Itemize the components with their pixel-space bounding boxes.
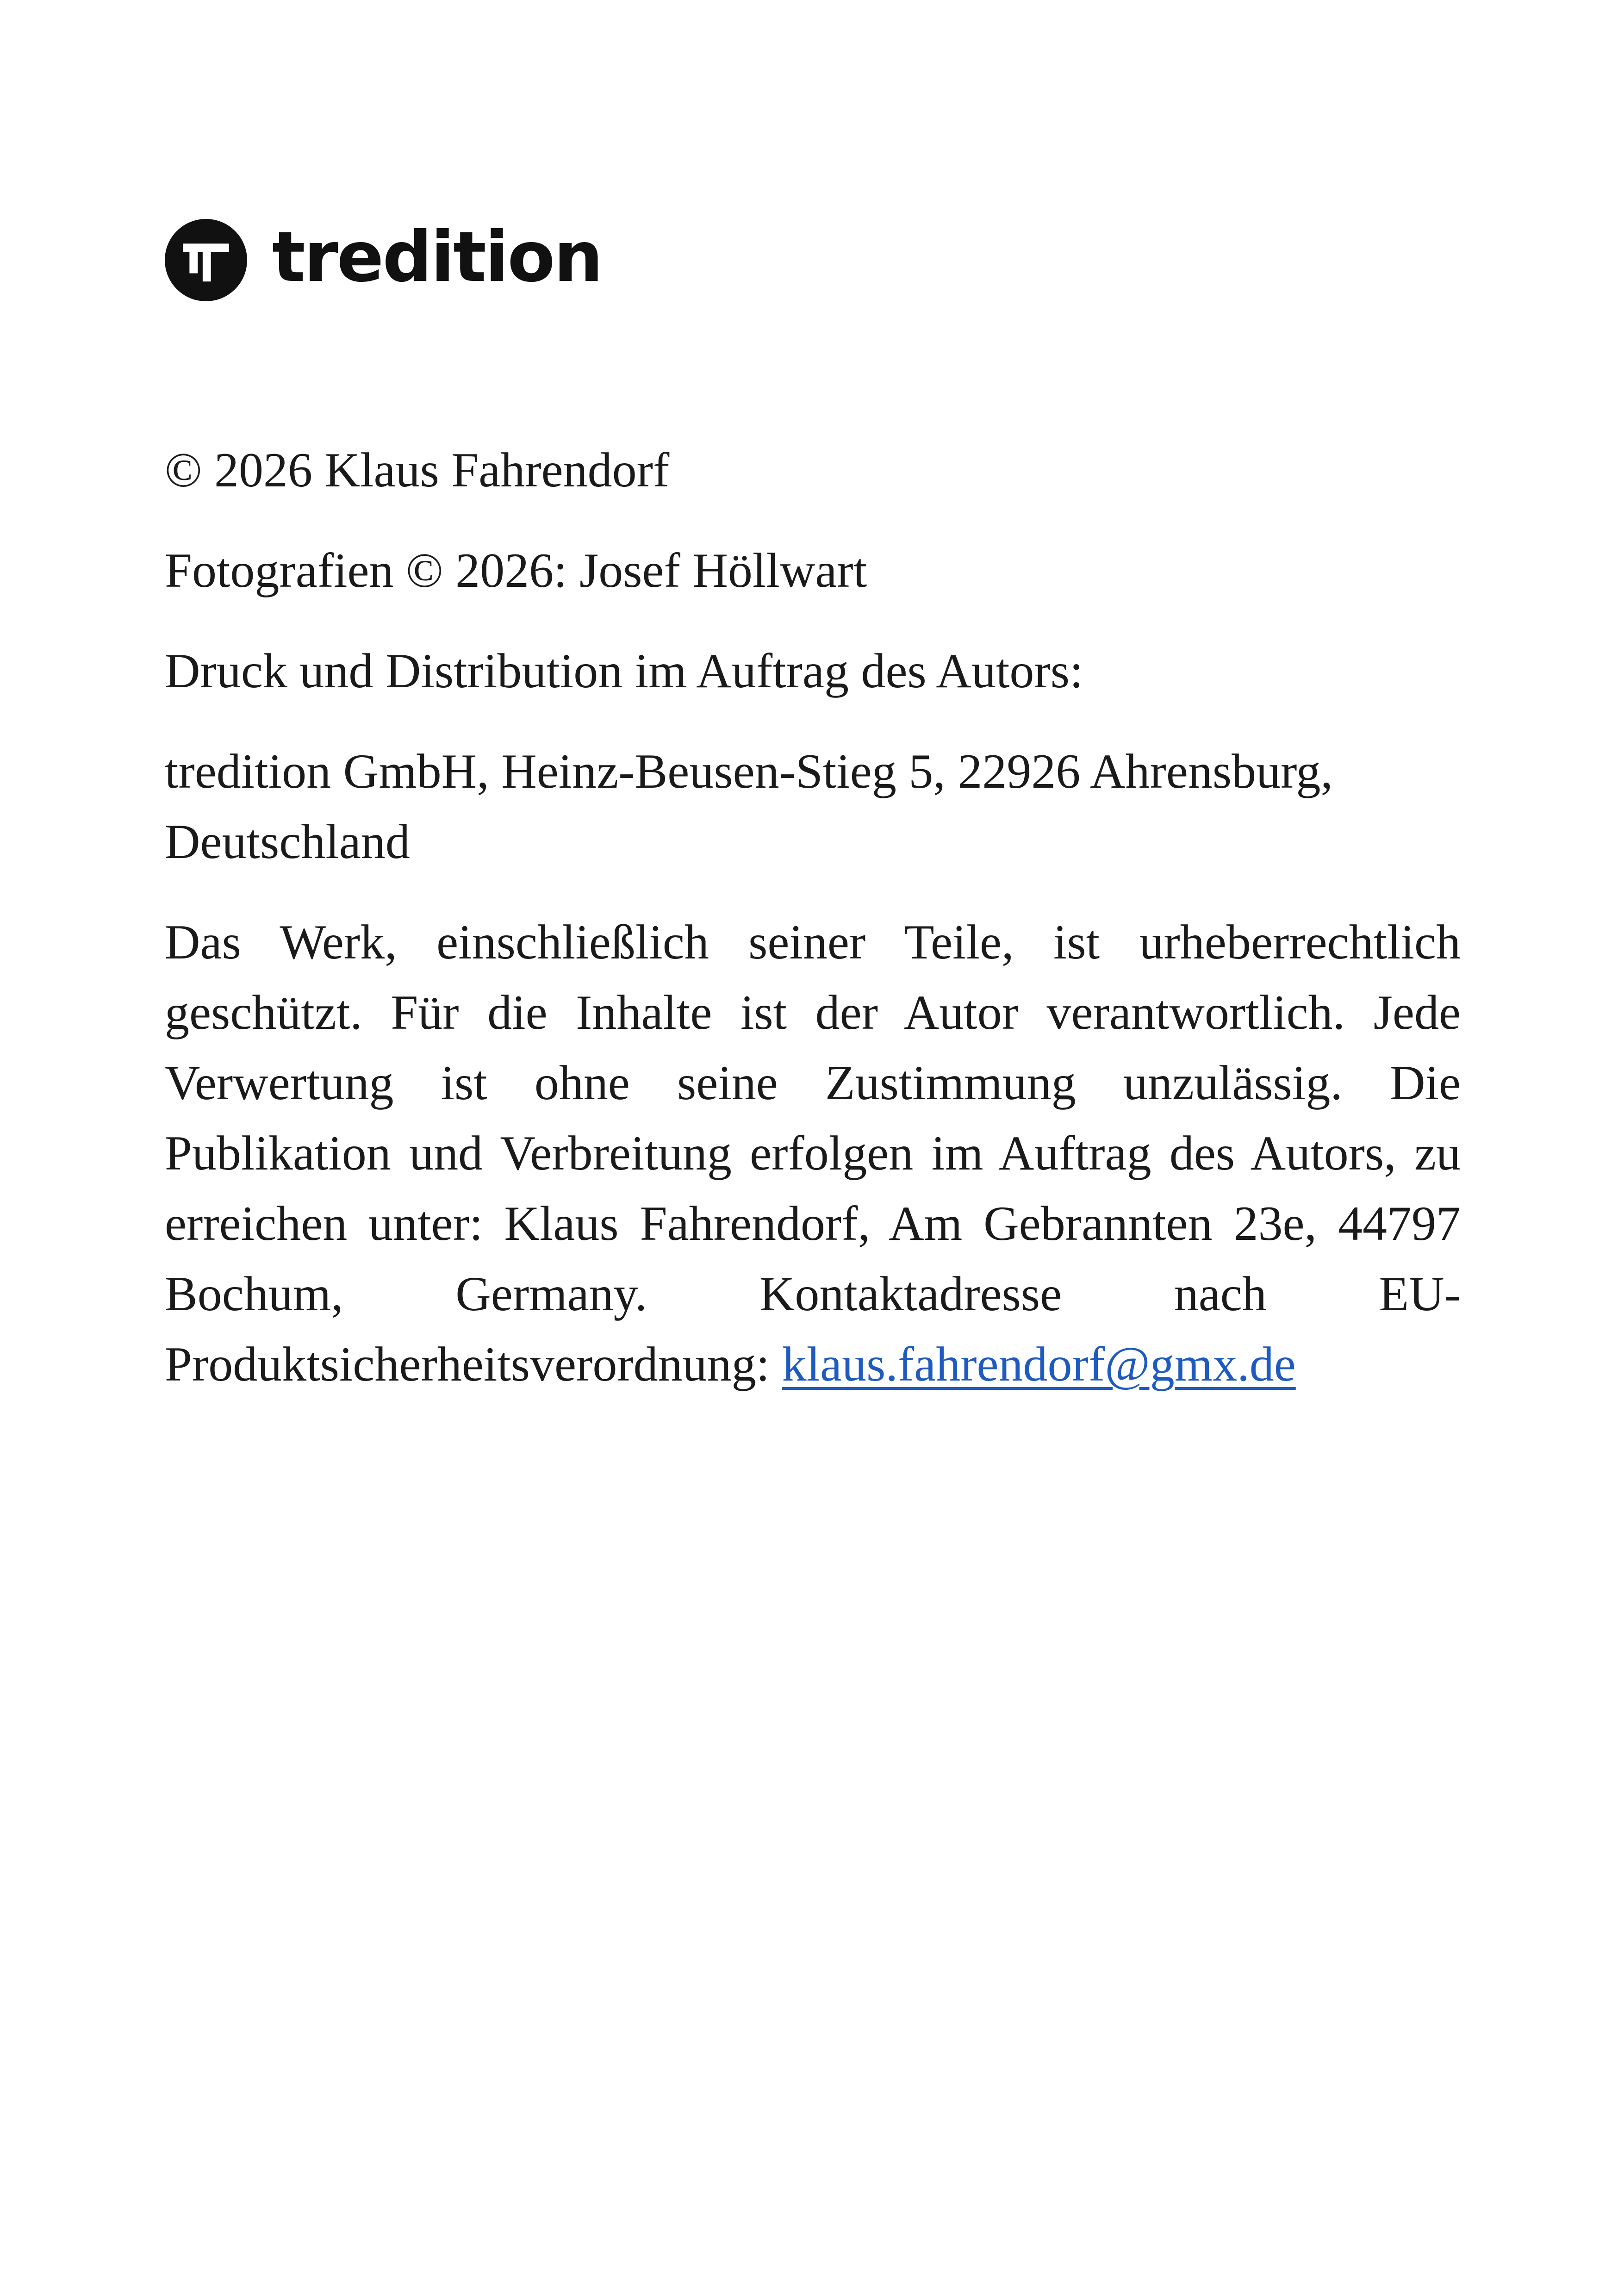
legal-notice-text: Das Werk, einschließlich seiner Teile, ist urheberrechtlich geschützt. Für die Inhalte ist der Autor verantwortlich. Jede Verwertung ist ohne seine Zustimmung unzulässig. Die Publikation und Verbreitung erfolgen im Auftrag des Autors, zu erreichen unter: Klaus Fahrendorf, Am Gebrannten 23e, 44797 Bochum, Germany. Kontaktadresse nach EU-Produktsicherheitsverordnung: — [165, 915, 1461, 1391]
publisher-logo — [165, 218, 602, 302]
copyright-line: © 2026 Klaus Fahrendorf — [165, 443, 670, 497]
tredition-logo-icon — [165, 219, 247, 301]
publisher-address: tredition GmbH, Heinz-Beusen-Stieg 5, 22926 Ahrensburg, Deutschland — [165, 744, 1333, 869]
legal-notice — [165, 907, 1461, 1400]
imprint-block — [165, 435, 1461, 1430]
photo-credit-line: Fotografien © 2026: Josef Höllwart — [165, 543, 867, 597]
print-distribution-line: Druck und Distribution im Auftrag des Autors: — [165, 644, 1083, 698]
contact-email-link[interactable]: klaus.fahrendorf@gmx.de — [782, 1337, 1296, 1391]
publisher-name: tredition — [272, 217, 602, 298]
